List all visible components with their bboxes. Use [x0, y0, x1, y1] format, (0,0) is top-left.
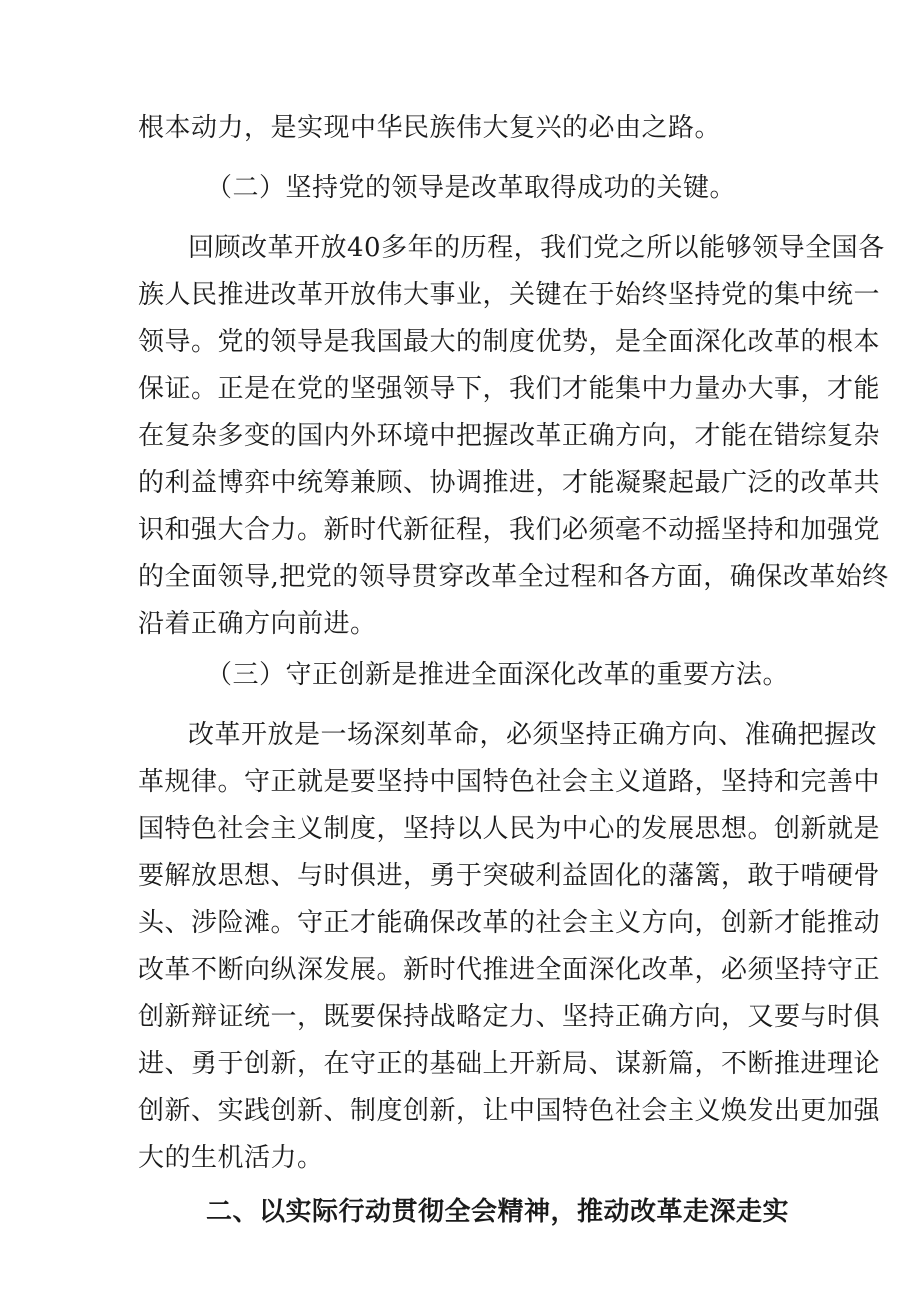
para3-line: 改革开放是一场深刻革命，必须坚持正确方向、准确把握改 [188, 720, 878, 750]
para2-line: 的全面领导,把党的领导贯穿改革全过程和各方面，确保改革始终 [138, 562, 889, 592]
para3-line: 创新、实践创新、制度创新，让中国特色社会主义焕发出更加强 [138, 1096, 881, 1126]
para2-line: 领导。党的领导是我国最大的制度优势，是全面深化改革的根本 [138, 327, 881, 357]
para2-line: 族人民推进改革开放伟大事业，关键在于始终坚持党的集中统一 [138, 280, 881, 310]
para3-line: 头、涉险滩。守正才能确保改革的社会主义方向，创新才能推动 [138, 908, 881, 938]
sub-heading-3: （三）守正创新是推进全面深化改革的重要方法。 [206, 660, 790, 690]
para2-line: 识和强大合力。新时代新征程，我们必须毫不动摇坚持和加强党 [138, 515, 881, 545]
para3-line: 要解放思想、与时俱进，勇于突破利益固化的藩篱，敢于啃硬骨 [138, 861, 881, 891]
section-heading-2: 二、以实际行动贯彻全会精神，推动改革走深走实 [206, 1197, 790, 1227]
para3-line: 创新辩证统一，既要保持战略定力、坚持正确方向，又要与时俱 [138, 1002, 881, 1032]
para2-line: 保证。正是在党的坚强领导下，我们才能集中力量办大事，才能 [138, 374, 881, 404]
para2-line: 的利益博弈中统筹兼顾、协调推进，才能凝聚起最广泛的改革共 [138, 468, 881, 498]
sub-heading-2: （二）坚持党的领导是改革取得成功的关键。 [206, 173, 737, 203]
para3-line: 改革不断向纵深发展。新时代推进全面深化改革，必须坚持守正 [138, 955, 881, 985]
para2-line: 在复杂多变的国内外环境中把握改革正确方向，才能在错综复杂 [138, 421, 881, 451]
para2-line: 回顾改革开放40多年的历程，我们党之所以能够领导全国各 [188, 233, 885, 263]
para3-line: 大的生机活力。 [138, 1143, 324, 1173]
para2-line: 沿着正确方向前进。 [138, 609, 377, 639]
para3-line: 进、勇于创新，在守正的基础上开新局、谋新篇，不断推进理论 [138, 1049, 881, 1079]
para3-line: 国特色社会主义制度，坚持以人民为中心的发展思想。创新就是 [138, 814, 881, 844]
intro-tail-line: 根本动力，是实现中华民族伟大复兴的必由之路。 [138, 113, 722, 143]
para3-line: 革规律。守正就是要坚持中国特色社会主义道路，坚持和完善中 [138, 767, 881, 797]
